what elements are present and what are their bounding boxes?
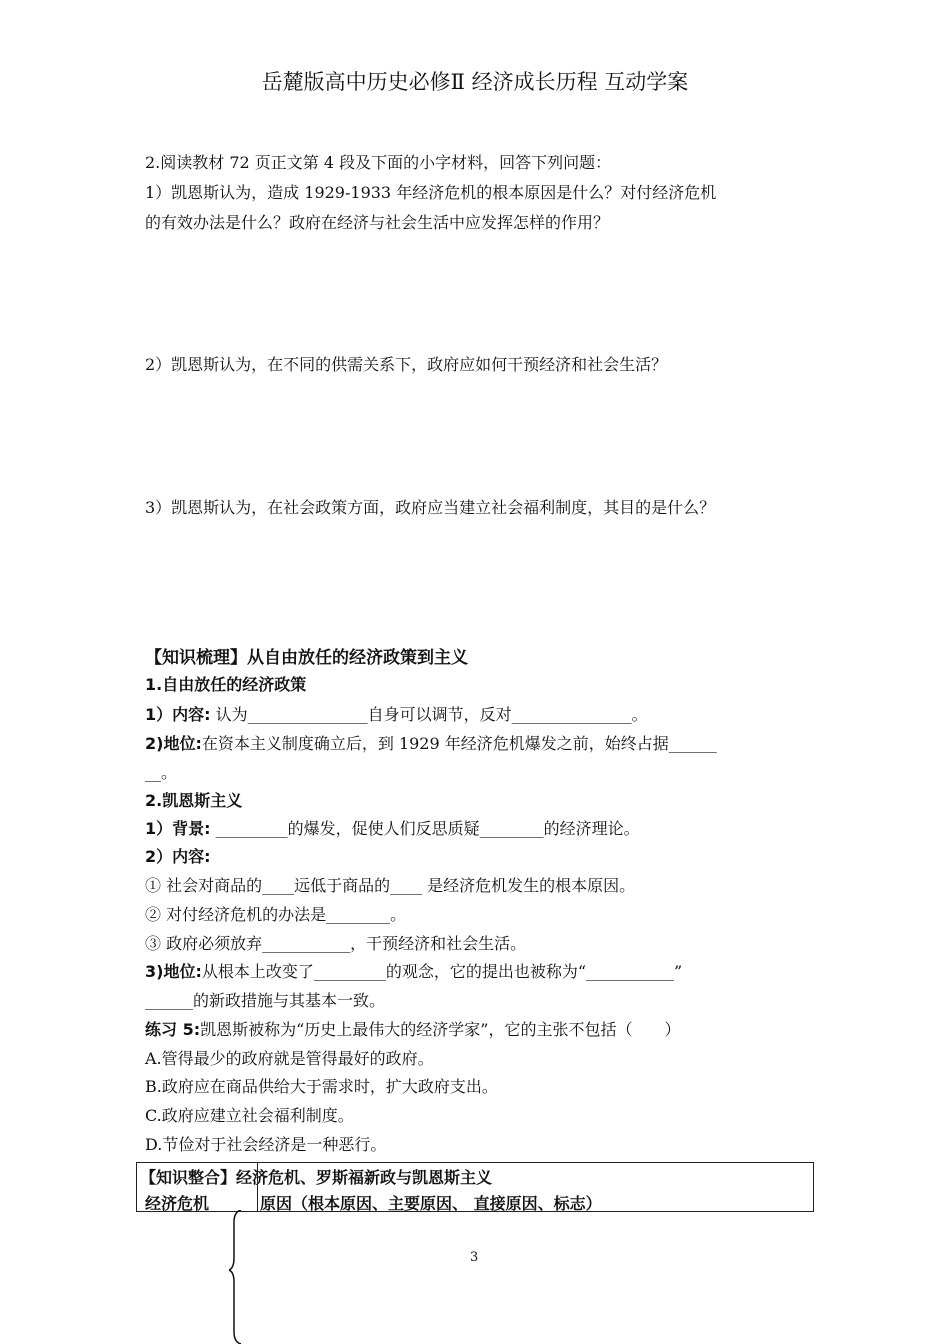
section-2-status-continued: ______的新政措施与其基本一致。 (145, 991, 386, 1010)
question-3: 3）凯恩斯认为，在社会政策方面，政府应当建立社会福利制度，其目的是什么？ (145, 498, 716, 517)
option-b: B.政府应在商品供给大于需求时，扩大政府支出。 (145, 1077, 498, 1096)
question-1-line-2: 的有效办法是什么？政府在经济与社会生活中应发挥怎样的作用？ (145, 213, 610, 232)
section-1-status (145, 731, 717, 754)
section-2-background-text: _________的爆发，促使人们反思质疑________的经济理论。 (210, 819, 640, 838)
page-header-title: 岳麓版高中历史必修Ⅱ 经济成长历程 互动学案 (261, 70, 689, 94)
section-1-status-text: 在资本主义制度确立后，到 1929 年经济危机爆发之前，始终占据______ (201, 734, 717, 753)
section-1-title: 1.自由放任的经济政策 (145, 675, 307, 694)
section-2-item-3: ③ 政府必须放弃___________，干预经济和社会生活。 (145, 934, 527, 953)
section-1-status-label: 2)地位: (145, 734, 202, 753)
summary-heading: 【知识梳理】从自由放任的经济政策到主义 (145, 648, 468, 668)
reading-intro: 2.阅读教材 72 页正文第 4 段及下面的小字材料，回答下列问题： (145, 153, 612, 172)
section-1-content (145, 702, 648, 725)
question-1-line-1: 1）凯恩斯认为，造成 1929-1933 年经济危机的根本原因是什么？对付经济危机 (145, 183, 717, 202)
exercise-label: 练习 5: (145, 1020, 201, 1039)
integration-heading: 【知识整合】经济危机、罗斯福新政与凯恩斯主义 (140, 1168, 493, 1187)
option-d: D.节俭对于社会经济是一种恶行。 (145, 1135, 387, 1154)
section-2-item-1: ① 社会对商品的____远低于商品的____ 是经济危机发生的根本原因。 (145, 876, 636, 895)
option-c: C.政府应建立社会福利制度。 (145, 1106, 354, 1125)
section-2-item-2: ② 对付经济危机的办法是________。 (145, 905, 407, 924)
exercise-question: 凯恩斯被称为“历史上最伟大的经济学家”，它的主张不包括（ ） (200, 1020, 681, 1039)
integration-row-causes: 原因（根本原因、主要原因、 直接原因、标志） (260, 1194, 602, 1213)
section-1-content-text: 认为_______________自身可以调节，反对_______________。 (210, 705, 648, 724)
section-1-content-label: 1）内容: (145, 705, 211, 724)
integration-row-label: 经济危机 (145, 1194, 210, 1213)
section-2-status-label: 3)地位: (145, 962, 202, 981)
question-2: 2）凯恩斯认为，在不同的供需关系下，政府应如何干预经济和社会生活？ (145, 355, 668, 374)
page-number: 3 (470, 1250, 479, 1265)
section-2-background-label: 1）背景: (145, 819, 211, 838)
section-2-status (145, 959, 682, 982)
section-2-content-label: 2）内容: (145, 847, 211, 866)
section-1-status-continued: __。 (145, 763, 178, 782)
option-a: A.管得最少的政府就是管得最好的政府。 (145, 1049, 434, 1068)
exercise-5 (145, 1017, 680, 1040)
curly-brace-icon (229, 1210, 243, 1344)
section-2-status-text: 从根本上改变了_________的观念，它的提出也被称为“___________” (201, 962, 683, 981)
section-2-background (145, 816, 640, 839)
section-2-title: 2.凯恩斯主义 (145, 791, 243, 810)
